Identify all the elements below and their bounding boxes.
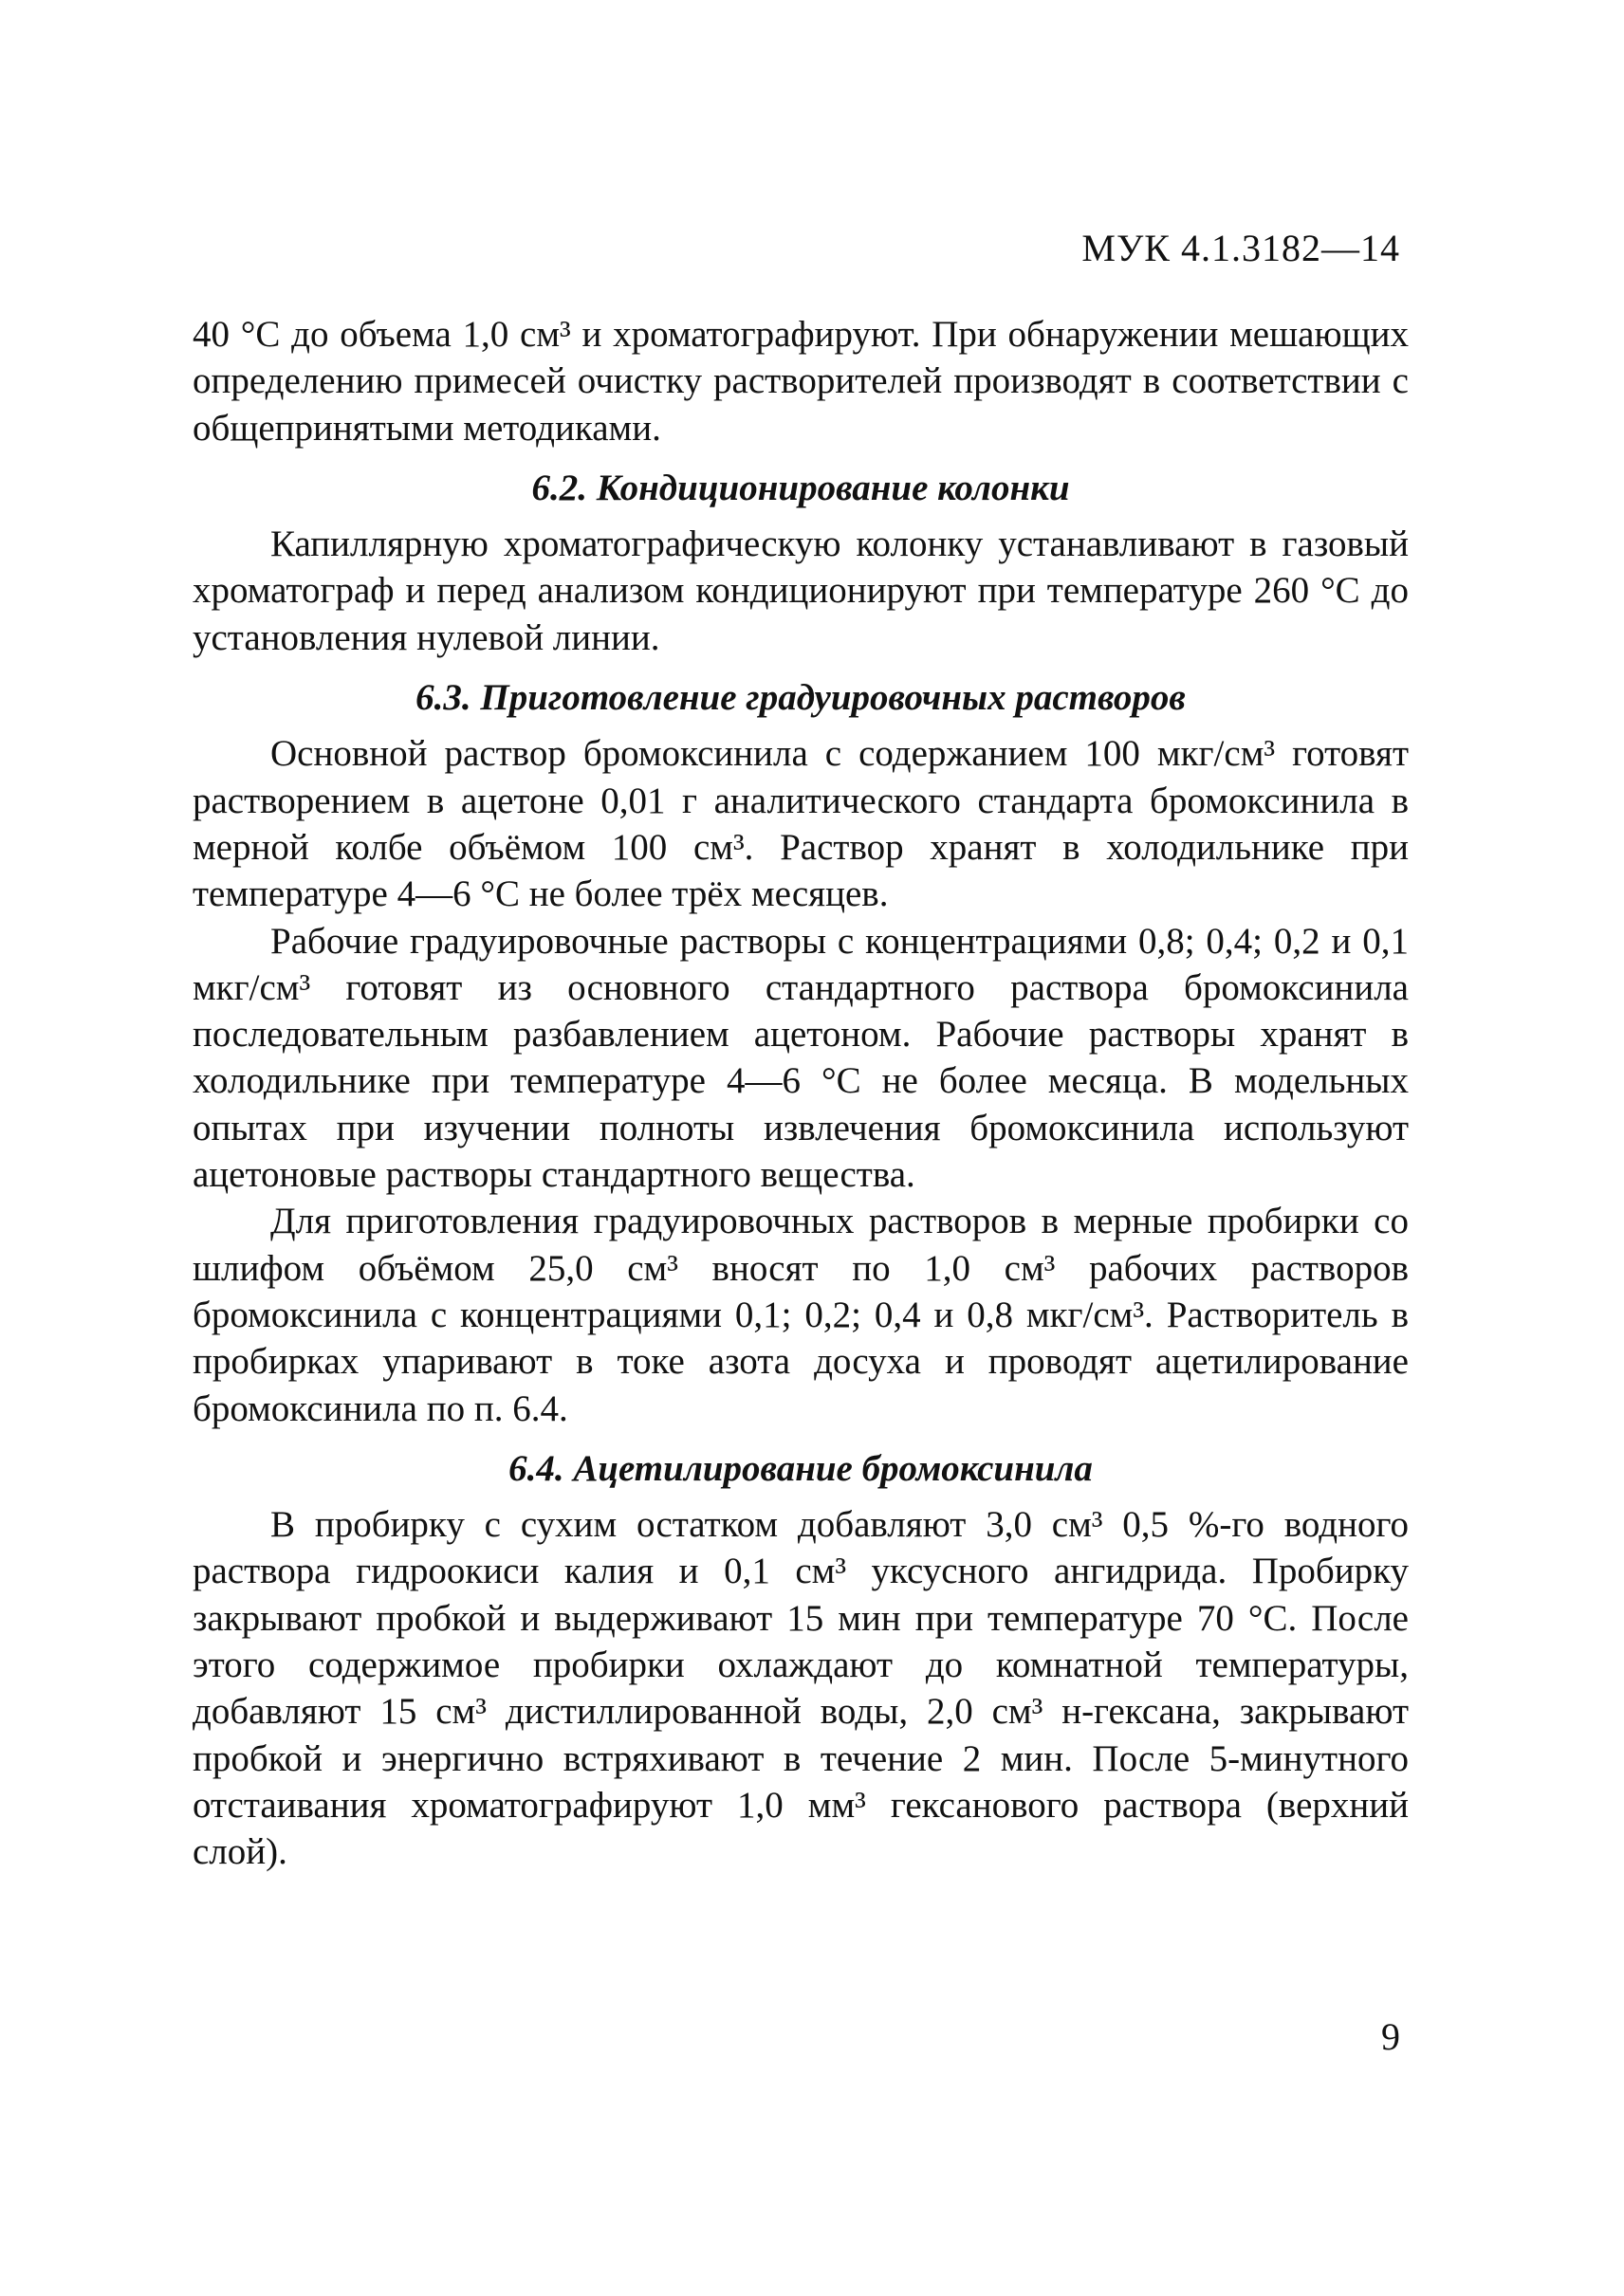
- section-6-3-paragraph-3: Для приготовления градуировочных растворов в мерные пробирки со шлифом объёмом 25,0 см³ вносят по 1,0 см³ рабочих растворов бромоксинила с концентрациями 0,1; 0,2; 0,4 и 0,8 мкг/см³. Растворитель в пробирках упаривают в токе азота досуха и проводят ацетилирование бромоксинила по п. 6.4.: [193, 1201, 1409, 1429]
- document-body: [193, 311, 1409, 1876]
- section-6-4-heading: 6.4. Ацетилирование бромоксинила: [508, 1447, 1093, 1489]
- section-6-3-heading: 6.3. Приготовление градуировочных растворов: [415, 677, 1186, 719]
- section-6-4-paragraph: В пробирку с сухим остатком добавляют 3,0 см³ 0,5 %-го водного раствора гидроокиси калия и 0,1 см³ уксусного ангидрида. Пробирку закрывают пробкой и выдерживают 15 мин при температуре 70 °С. После этого содержимое пробирки охлаждают до комнатной температуры, добавляют 15 см³ дистиллированной воды, 2,0 см³ н-гексана, закрывают пробкой и энергично встряхивают в течение 2 мин. После 5-минутного отстаивания хроматографируют 1,0 мм³ гексанового раствора (верхний слой).: [193, 1504, 1409, 1873]
- page-number: 9: [1381, 2015, 1400, 2058]
- document-code: МУК 4.1.3182—14: [1081, 227, 1400, 269]
- section-6-2-paragraph: Капиллярную хроматографическую колонку устанавливают в газовый хроматограф и перед анализом кондиционируют при температуре 260 °С до установления нулевой линии.: [193, 523, 1409, 658]
- section-6-3-paragraph-2: Рабочие градуировочные растворы с концентрациями 0,8; 0,4; 0,2 и 0,1 мкг/см³ готовят из основного стандартного раствора бромоксинила последовательным разбавлением ацетоном. Рабочие растворы хранят в холодильнике при температуре 4—6 °С не более месяца. В модельных опытах при изучении полноты извлечения бромоксинила используют ацетоновые растворы стандартного вещества.: [193, 920, 1409, 1196]
- section-6-3-paragraph-1: Основной раствор бромоксинила с содержанием 100 мкг/см³ готовят растворением в ацетоне 0,01 г аналитического стандарта бромоксинила в мерной колбе объёмом 100 см³. Раствор хранят в холодильнике при температуре 4—6 °С не более трёх месяцев.: [193, 733, 1409, 915]
- intro-paragraph: 40 °С до объема 1,0 см³ и хроматографируют. При обнаружении мешающих определению примесей очистку растворителей производят в соответствии с общепринятыми методиками.: [193, 314, 1409, 449]
- section-6-2-heading: 6.2. Кондиционирование колонки: [531, 467, 1070, 508]
